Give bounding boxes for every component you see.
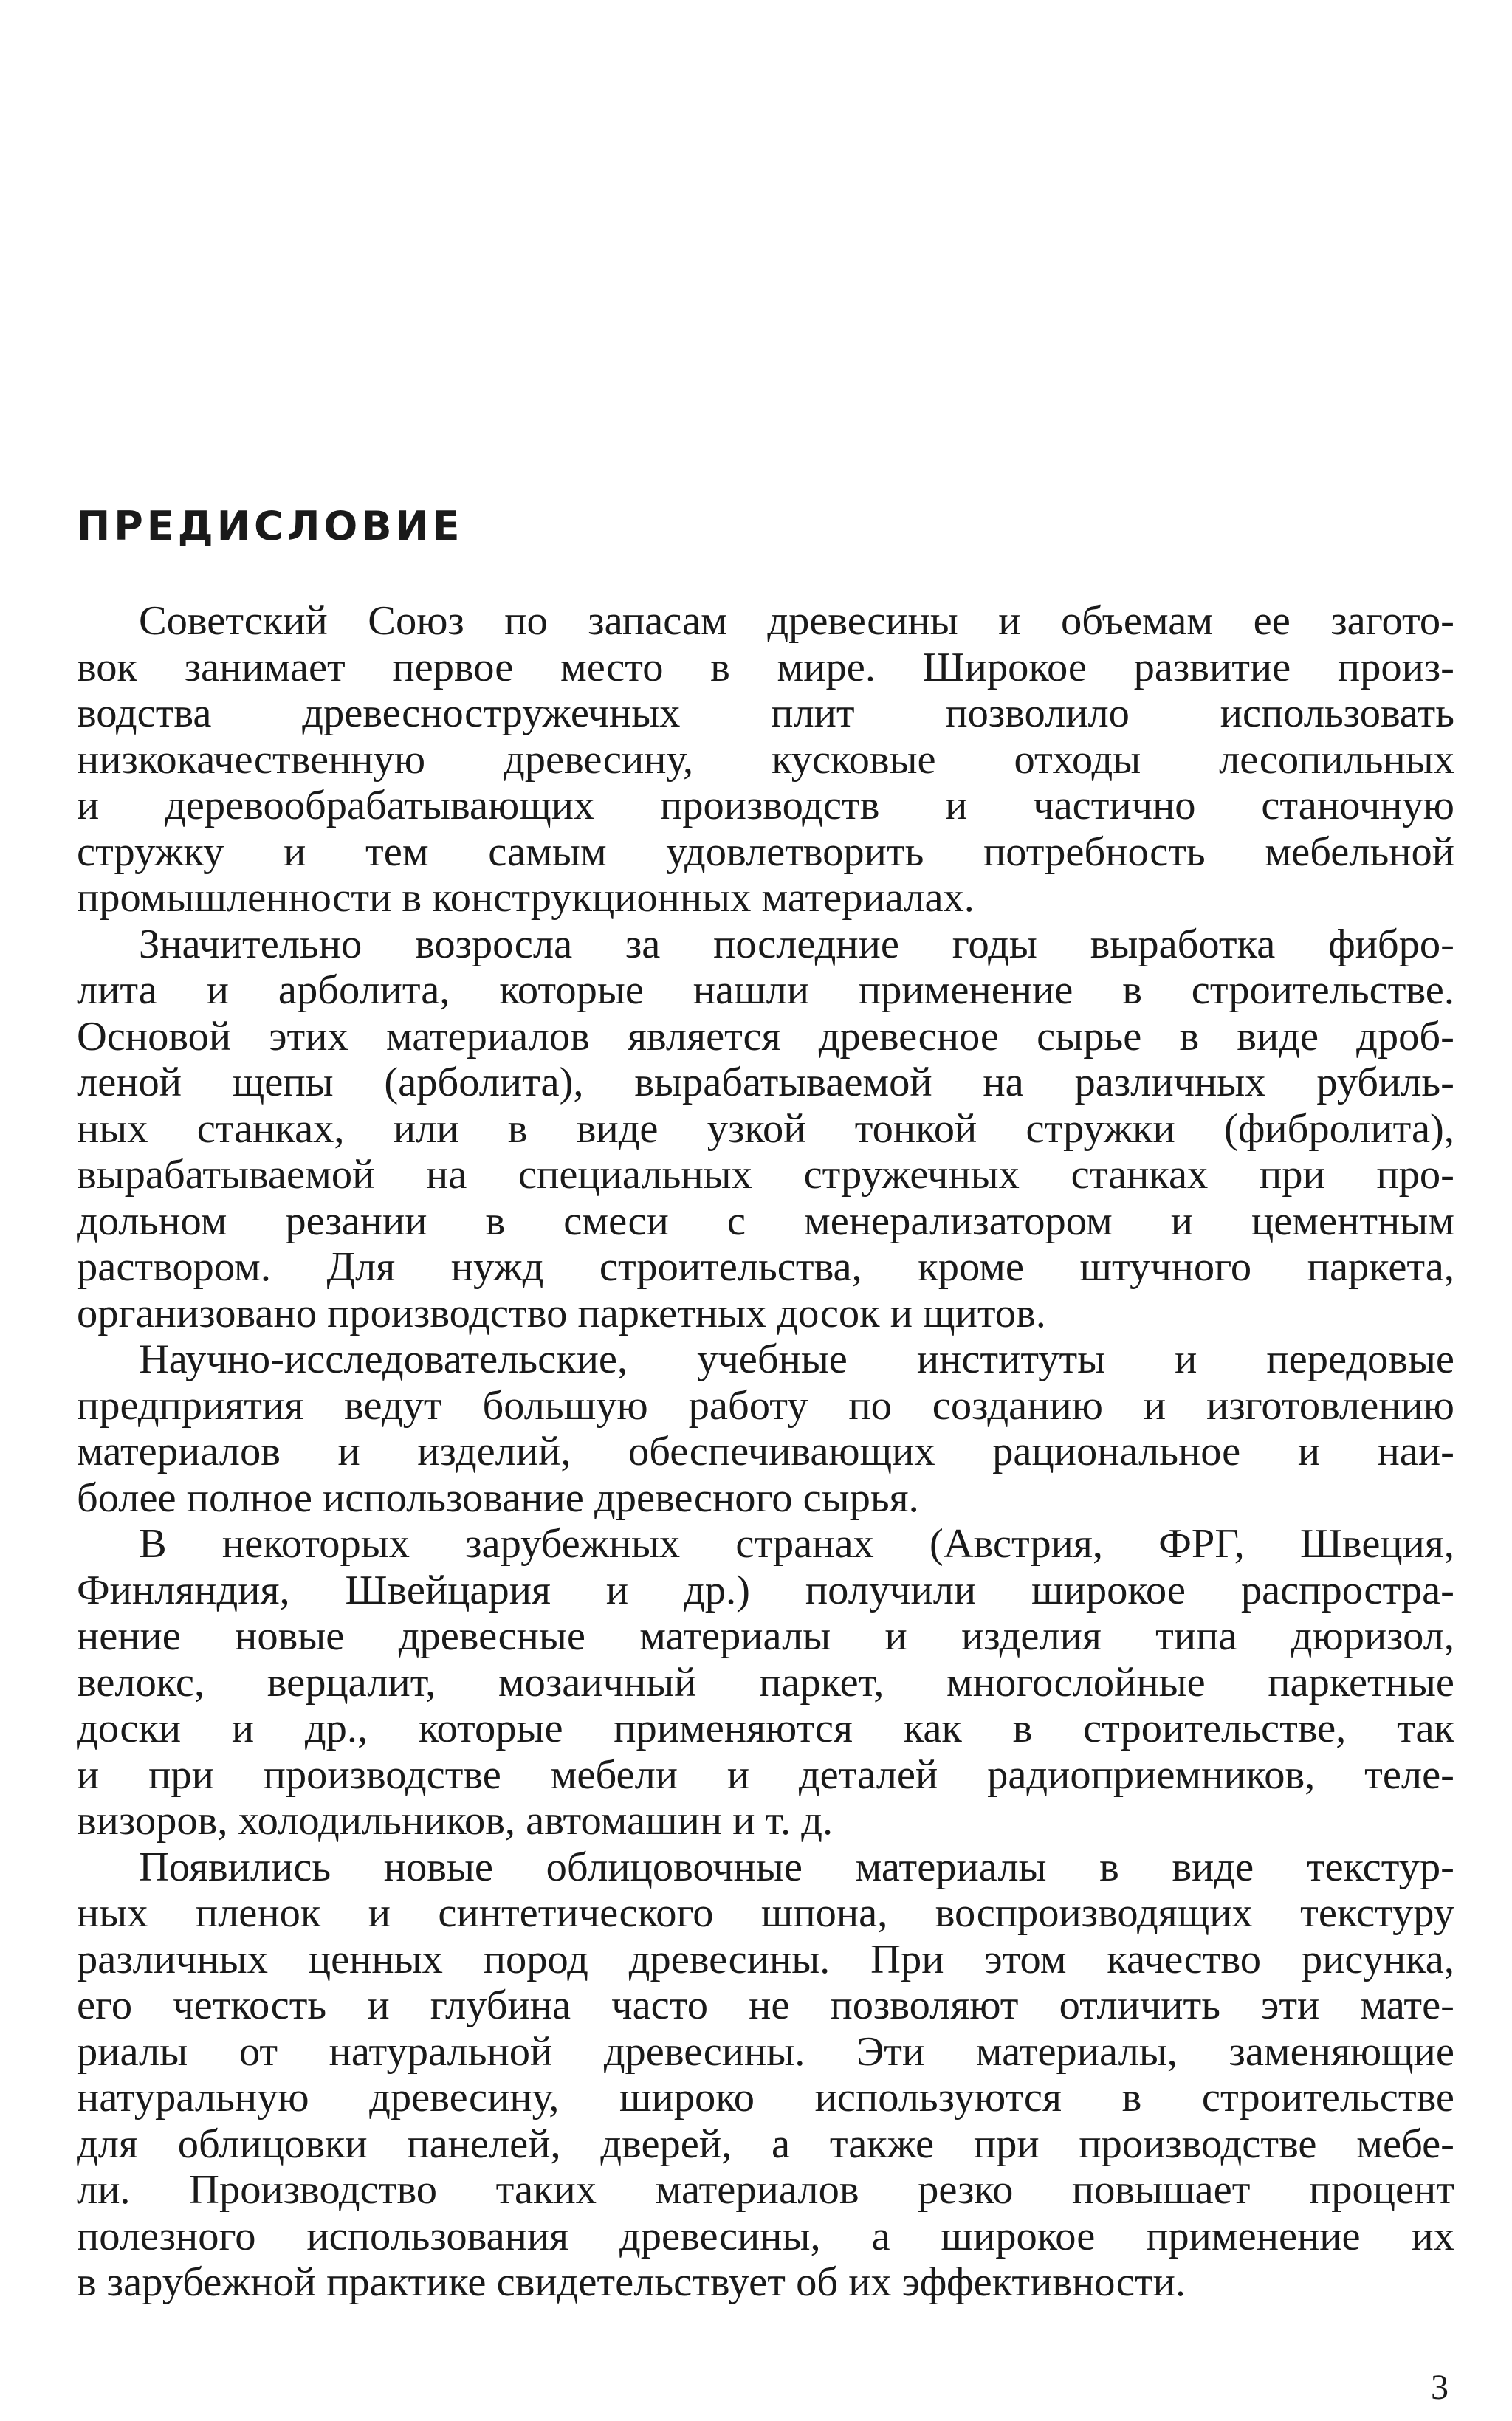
text-line: его четкость и глубина часто не позволяют отличить эти мате- [77, 1982, 1454, 2028]
preface-body [77, 598, 1454, 2306]
text-line: леной щепы (арболита), вырабатываемой на различных рубиль- [77, 1060, 1454, 1105]
text-line: вырабатываемой на специальных стружечных станках при про- [77, 1152, 1454, 1198]
text-line: ных станках, или в виде узкой тонкой стружки (фибролита), [77, 1105, 1454, 1152]
text-line: дольном резании в смеси с менерализатором и цементным [77, 1198, 1454, 1244]
page-number: 3 [1431, 2368, 1449, 2407]
text-line: материалов и изделий, обеспечивающих рациональное и наи- [77, 1429, 1454, 1474]
paragraph [77, 598, 1454, 921]
text-line: Появились новые облицовочные материалы в виде текстур- [139, 1844, 1454, 1890]
text-line: низкокачественную древесину, кусковые отходы лесопильных [77, 736, 1454, 783]
text-line: ных пленок и синтетического шпона, воспроизводящих текстуру [77, 1890, 1454, 1936]
text-line: водства древесностружечных плит позволило использовать [77, 690, 1454, 736]
text-line: доски и др., которые применяются как в строительстве, так [77, 1706, 1454, 1751]
text-line: и деревообрабатывающих производств и частично станочную [77, 783, 1454, 828]
preface-heading: ПРЕДИСЛОВИЕ [77, 503, 464, 549]
text-line: более полное использование древесного сырья. [77, 1474, 919, 1521]
text-line: Советский Союз по запасам древесины и объемам ее загото- [139, 598, 1454, 644]
text-line: стружку и тем самым удовлетворить потребность мебельной [77, 828, 1454, 875]
text-line: ли. Производство таких материалов резко повышает процент [77, 2167, 1454, 2213]
text-line: полезного использования древесины, а широкое применение их [77, 2213, 1454, 2259]
text-line: для облицовки панелей, дверей, а также при производстве мебе- [77, 2120, 1454, 2167]
paragraph [77, 1844, 1454, 2306]
text-line: велокс, верцалит, мозаичный паркет, многослойные паркетные [77, 1659, 1454, 1706]
text-line: промышленности в конструкционных материалах. [77, 875, 975, 921]
text-line: Значительно возросла за последние годы выработка фибро- [139, 921, 1454, 967]
text-line: Основой этих материалов является древесное сырье в виде дроб- [77, 1013, 1454, 1060]
text-line: вок занимает первое место в мире. Широкое развитие произ- [77, 644, 1454, 690]
text-line: риалы от натуральной древесины. Эти материалы, заменяющие [77, 2028, 1454, 2075]
text-line: раствором. Для нужд строительства, кроме штучного паркета, [77, 1244, 1454, 1290]
text-line: предприятия ведут большую работу по созданию и изготовлению [77, 1382, 1454, 1429]
text-line: натуральную древесину, широко используются в строительстве [77, 2075, 1454, 2120]
text-line: организовано производство паркетных досок и щитов. [77, 1290, 1046, 1336]
text-line: визоров, холодильников, автомашин и т. д. [77, 1798, 834, 1844]
text-line: лита и арболита, которые нашли применение в строительстве. [77, 967, 1454, 1013]
text-line: и при производстве мебели и деталей радиоприемников, теле- [77, 1751, 1454, 1798]
text-line: нение новые древесные материалы и изделия типа дюризол, [77, 1613, 1454, 1659]
paragraph [77, 921, 1454, 1337]
text-line: различных ценных пород древесины. При этом качество рисунка, [77, 1936, 1454, 1982]
text-line: в зарубежной практике свидетельствует об их эффективности. [77, 2259, 1186, 2305]
text-line: В некоторых зарубежных странах (Австрия, ФРГ, Швеция, [139, 1521, 1454, 1567]
paragraph [77, 1521, 1454, 1844]
paragraph [77, 1336, 1454, 1521]
text-line: Научно-исследовательские, учебные институты и передовые [139, 1336, 1454, 1382]
text-line: Финляндия, Швейцария и др.) получили широкое распростра- [77, 1567, 1454, 1613]
